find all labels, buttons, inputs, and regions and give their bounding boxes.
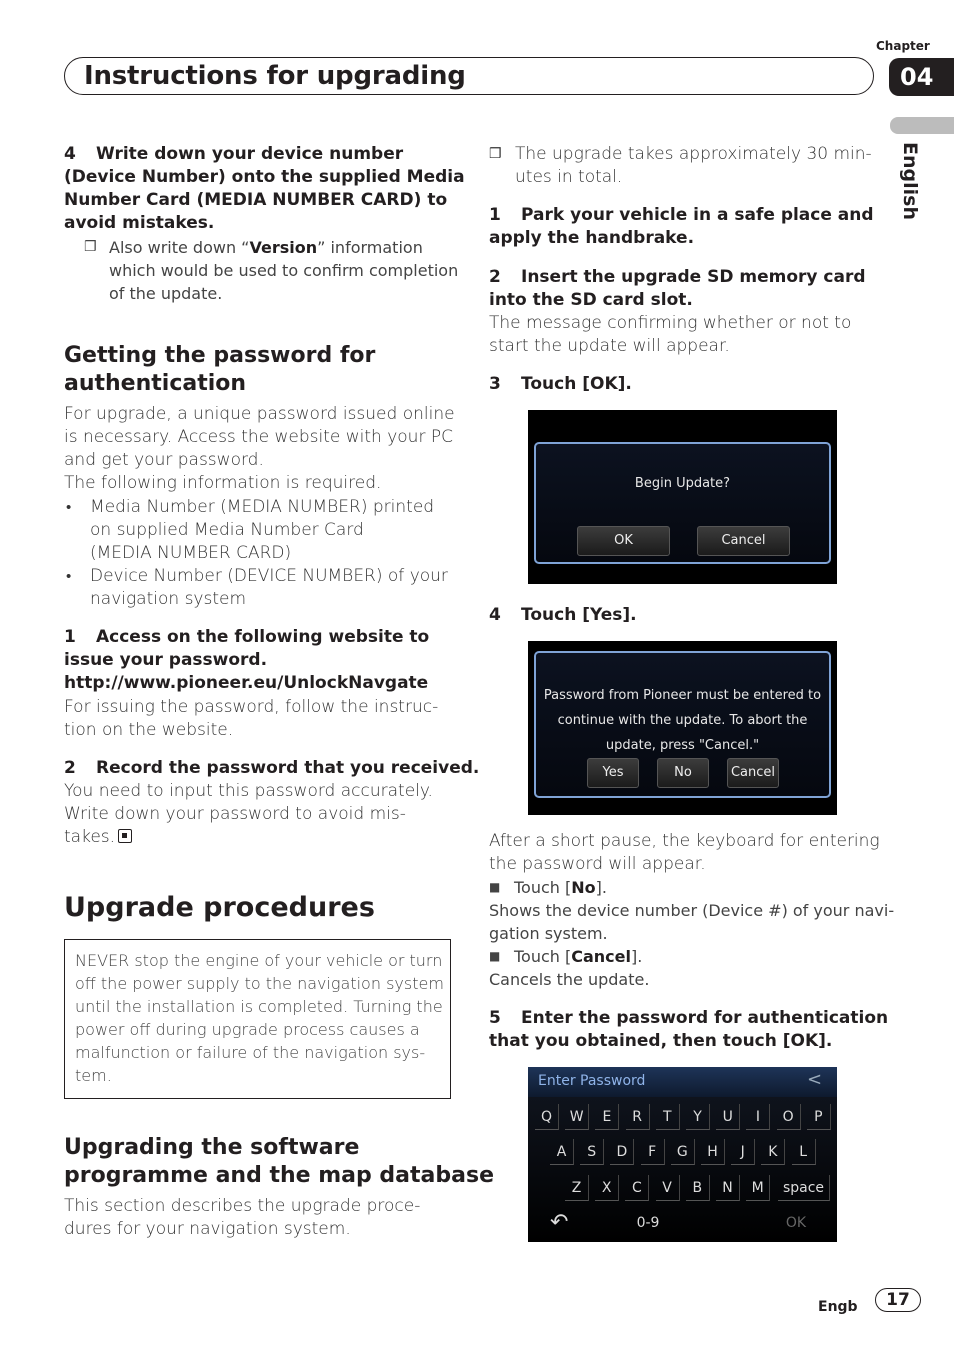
- begin-update-screen: [528, 410, 837, 584]
- left-step-1-body: For issuing the password, follow the instruc- tion on the website.: [64, 697, 439, 740]
- right-step-1: 1 Park your vehicle in a safe place and apply the handbrake.: [489, 205, 874, 248]
- key-o[interactable]: O: [777, 1104, 801, 1130]
- key-f[interactable]: F: [641, 1139, 665, 1165]
- upgrade-procedures-heading: Upgrade procedures: [64, 892, 375, 923]
- key-t[interactable]: T: [656, 1104, 680, 1130]
- return-arrow-icon[interactable]: ↶: [550, 1210, 569, 1235]
- language-tab-marker: [890, 117, 954, 134]
- checkbox-icon: ❒: [84, 239, 97, 255]
- key-d[interactable]: D: [610, 1139, 634, 1165]
- right-step-2: 2 Insert the upgrade SD memory card into the SD card slot.: [489, 267, 866, 310]
- language-tab-label: English: [899, 142, 921, 220]
- dialog-message: Begin Update?: [634, 476, 731, 491]
- software-body: This section describes the upgrade proce- dures for your navigation system.: [64, 1196, 421, 1239]
- key-w[interactable]: W: [565, 1104, 589, 1130]
- enter-password-screen: [528, 1067, 837, 1242]
- key-j[interactable]: J: [731, 1139, 755, 1165]
- key-b[interactable]: B: [686, 1175, 710, 1201]
- note-time: ❒ The upgrade takes approximately 30 min- utes in total.: [489, 144, 872, 187]
- key-e[interactable]: E: [595, 1104, 619, 1130]
- begin-update-dialog: [534, 442, 831, 564]
- page-title: Instructions for upgrading: [84, 61, 466, 91]
- warning-text: NEVER stop the engine of your vehicle or turn off the power supply to the navigation system until the installation is completed. Turning the power off during upgrade process causes a malfunction or failure of the navigation sys- tem.: [75, 951, 444, 1085]
- key-x[interactable]: X: [595, 1175, 619, 1201]
- page-number: 17: [875, 1288, 921, 1312]
- no-button[interactable]: No: [657, 758, 709, 788]
- right-step-3: 3 Touch [OK].: [489, 374, 632, 394]
- enter-password-title: Enter Password: [538, 1073, 646, 1089]
- chapter-label: Chapter: [876, 39, 930, 53]
- key-s[interactable]: S: [580, 1139, 604, 1165]
- key-n[interactable]: N: [716, 1175, 740, 1201]
- right-step-5: 5 Enter the password for authentication that you obtained, then touch [OK].: [489, 1008, 889, 1051]
- key-a[interactable]: A: [550, 1139, 574, 1165]
- right-step-2-body: The message confirming whether or not to start the update will appear.: [489, 313, 852, 356]
- note-version: ❒ Also write down “Version” information which would be used to confirm completion of the update.: [84, 238, 459, 303]
- left-step-1: 1 Access on the following website to issue your password. http://www.pioneer.eu/UnlockNavgate: [64, 627, 430, 693]
- cancel-button[interactable]: Cancel: [697, 526, 790, 556]
- key-k[interactable]: K: [761, 1139, 785, 1165]
- unlock-url[interactable]: http://www.pioneer.eu/UnlockNavgate: [64, 673, 429, 693]
- dialog-message: Password from Pioneer must be entered to continue with the update. To abort the update, press "Cancel.": [543, 688, 822, 753]
- square-bullet-icon: ■: [489, 880, 501, 894]
- key-p[interactable]: P: [807, 1104, 831, 1130]
- software-heading: Upgrading the software programme and the map database: [64, 1135, 494, 1188]
- left-step-4: 4 Write down your device number (Device Number) onto the supplied Media Number Card (MEDIA NUMBER CARD) to avoid mistakes.: [64, 144, 465, 233]
- list-item: • Media Number (MEDIA NUMBER) printed on supplied Media Number Card (MEDIA NUMBER CARD): [66, 497, 435, 563]
- end-of-section-icon: [118, 829, 132, 843]
- chapter-number: 04: [889, 58, 954, 96]
- key-g[interactable]: G: [671, 1139, 695, 1165]
- password-required-screen: [528, 641, 837, 815]
- key-c[interactable]: C: [625, 1175, 649, 1201]
- key-v[interactable]: V: [656, 1175, 680, 1201]
- password-body: For upgrade, a unique password issued online is necessary. Access the website with your PC and get your password. The following information is required.: [64, 404, 455, 493]
- ok-button[interactable]: OK: [577, 526, 670, 556]
- square-bullet-icon: ■: [489, 949, 501, 963]
- left-step-2-body: You need to input this password accurately. Write down your password to avoid mis- takes.: [64, 781, 433, 847]
- ok-key[interactable]: OK: [785, 1215, 807, 1231]
- bullet-icon: •: [66, 498, 72, 516]
- yes-button[interactable]: Yes: [587, 758, 639, 788]
- cancel-button[interactable]: Cancel: [727, 758, 779, 788]
- key-u[interactable]: U: [716, 1104, 740, 1130]
- key-l[interactable]: L: [792, 1139, 816, 1165]
- right-step-4: 4 Touch [Yes].: [489, 605, 637, 625]
- key-z[interactable]: Z: [565, 1175, 589, 1201]
- key-m[interactable]: M: [746, 1175, 770, 1201]
- required-info-list: [64, 496, 448, 611]
- touch-no-item: ■ Touch [No]. Shows the device number (Device #) of your navi- gation system. ■ Touch [Cancel]. Cancels the update.: [489, 878, 895, 989]
- after-pause-text: After a short pause, the keyboard for entering the password will appear.: [489, 831, 880, 874]
- key-i[interactable]: I: [746, 1104, 770, 1130]
- list-item: • Device Number (DEVICE NUMBER) of your navigation system: [66, 566, 448, 609]
- bullet-icon: •: [66, 567, 72, 585]
- space-key[interactable]: space: [778, 1175, 830, 1201]
- key-r[interactable]: R: [626, 1104, 650, 1130]
- footer-language: Engb: [818, 1299, 858, 1315]
- key-h[interactable]: H: [701, 1139, 725, 1165]
- left-step-2: 2 Record the password that you received.: [64, 758, 480, 778]
- key-q[interactable]: Q: [535, 1104, 559, 1130]
- checkbox-icon: ❒: [489, 146, 502, 162]
- key-y[interactable]: Y: [686, 1104, 710, 1130]
- password-heading: Getting the password for authentication: [64, 343, 376, 396]
- backspace-icon[interactable]: <: [807, 1069, 823, 1090]
- numbers-key[interactable]: 0-9: [636, 1215, 660, 1231]
- password-required-dialog: [534, 651, 831, 798]
